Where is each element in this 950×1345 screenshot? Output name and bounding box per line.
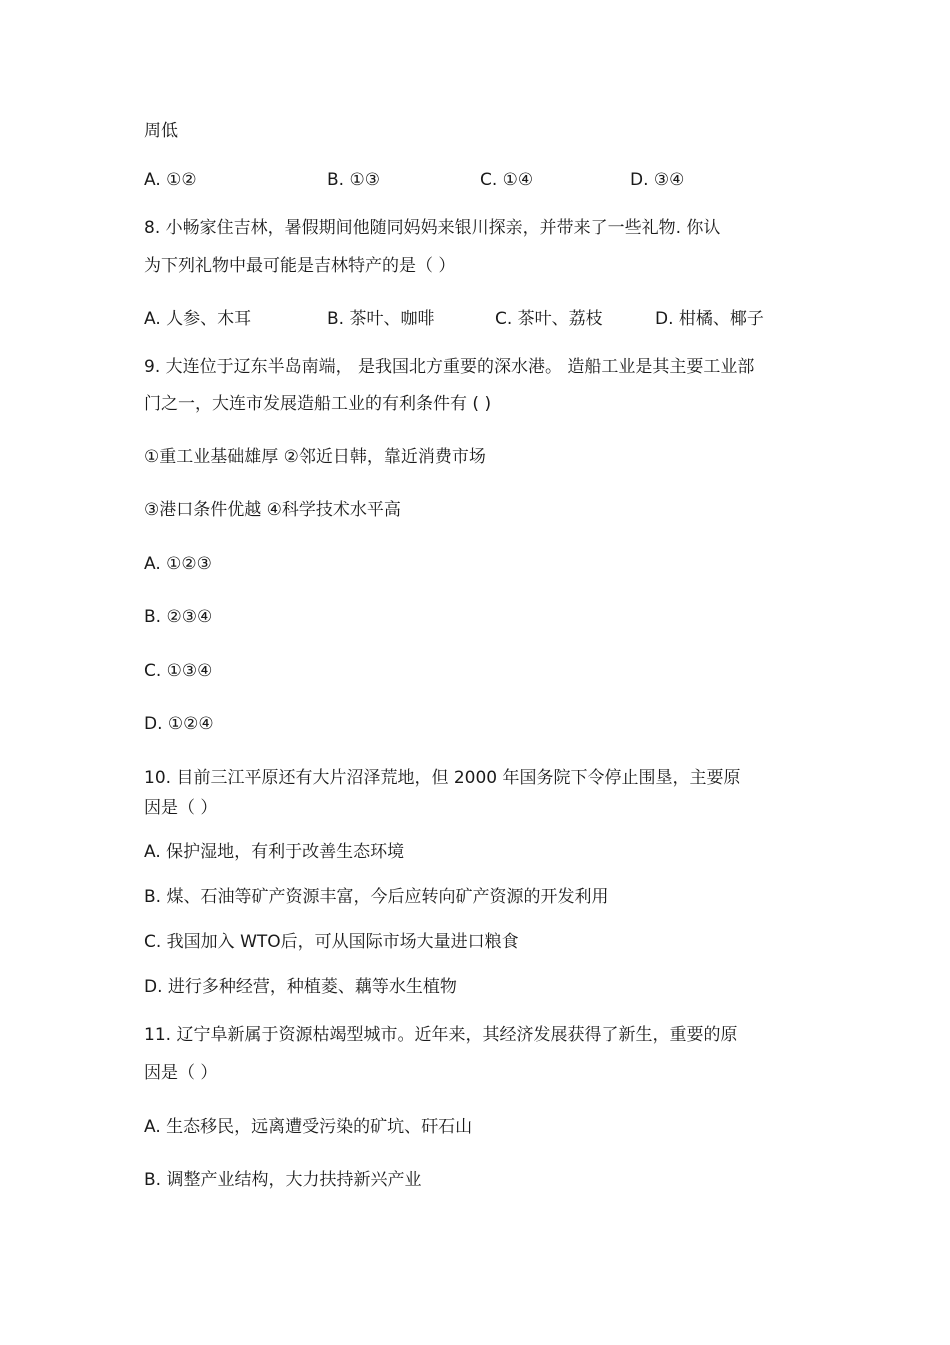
q9-stem-line2: 门之一，大连市发展造船工业的有利条件有 ( ) — [144, 394, 492, 414]
q10-option-b: B. 煤、石油等矿产资源丰富，今后应转向矿产资源的开发利用 — [144, 887, 609, 907]
q8-option-b: B. 茶叶、咖啡 — [327, 309, 435, 329]
q11-stem-line1: 11. 辽宁阜新属于资源枯竭型城市。近年来，其经济发展获得了新生，重要的原 — [144, 1025, 738, 1045]
q10-option-a: A. 保护湿地，有利于改善生态环境 — [144, 842, 405, 862]
q10-stem-line1: 10. 目前三江平原还有大片沼泽荒地，但 2000 年国务院下令停止围垦，主要原 — [144, 768, 741, 788]
q7-option-a: A. ①② — [144, 170, 197, 190]
q9-option-c: C. ①③④ — [144, 661, 213, 681]
q7-option-b: B. ①③ — [327, 170, 380, 190]
q8-option-c: C. 茶叶、荔枝 — [495, 309, 603, 329]
q9-condition-line2: ③港口条件优越 ④科学技术水平高 — [144, 500, 401, 520]
q10-option-c: C. 我国加入 WTO后，可从国际市场大量进口粮食 — [144, 932, 519, 952]
q9-condition-line1: ①重工业基础雄厚 ②邻近日韩，靠近消费市场 — [144, 447, 486, 467]
q8-option-a: A. 人参、木耳 — [144, 309, 252, 329]
q10-option-d: D. 进行多种经营，种植菱、藕等水生植物 — [144, 977, 457, 997]
q8-option-d: D. 柑橘、椰子 — [655, 309, 764, 329]
q7-option-d: D. ③④ — [630, 170, 685, 190]
q8-stem-line2: 为下列礼物中最可能是吉林特产的是（ ） — [144, 256, 456, 276]
q9-option-b: B. ②③④ — [144, 607, 213, 627]
q7-option-c: C. ①④ — [480, 170, 534, 190]
q9-stem-line1: 9. 大连位于辽东半岛南端， 是我国北方重要的深水港。 造船工业是其主要工业部 — [144, 357, 755, 377]
q7-stem-tail: 周低 — [144, 121, 178, 141]
q10-stem-line2: 因是（ ） — [144, 798, 218, 818]
q8-stem-line1: 8. 小畅家住吉林，暑假期间他随同妈妈来银川探亲，并带来了一些礼物. 你认 — [144, 218, 721, 238]
q11-option-a: A. 生态移民，远离遭受污染的矿坑、矸石山 — [144, 1117, 473, 1137]
q11-option-b: B. 调整产业结构，大力扶持新兴产业 — [144, 1170, 422, 1190]
q11-stem-line2: 因是（ ） — [144, 1063, 218, 1083]
q9-option-a: A. ①②③ — [144, 554, 212, 574]
q9-option-d: D. ①②④ — [144, 714, 214, 734]
